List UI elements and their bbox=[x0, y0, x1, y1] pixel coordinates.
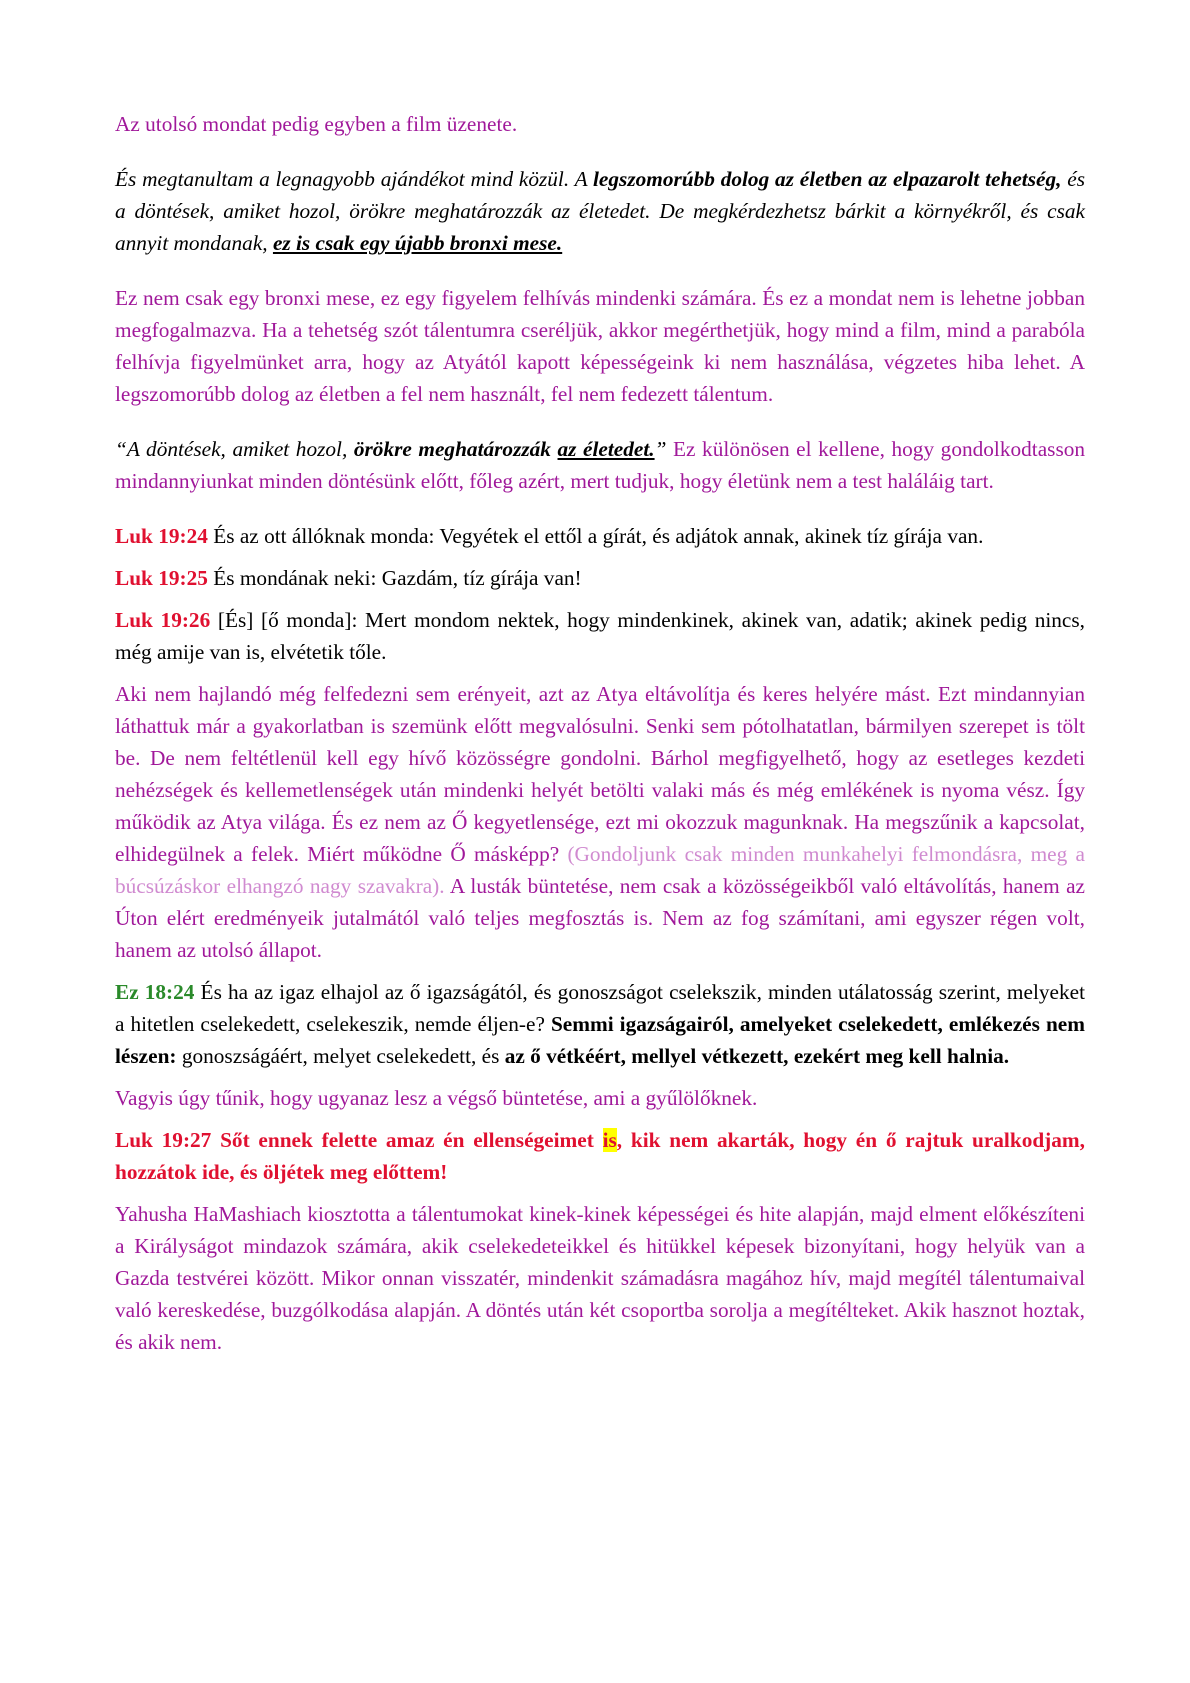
verse-ref: Ez 18:24 bbox=[115, 980, 195, 1004]
quote-bold-underlined: ez is csak egy újabb bronxi mese. bbox=[272, 231, 563, 255]
paragraph-final: Yahusha HaMashiach kiosztotta a tálentumokat kinek-kinek képességei és hite alapján, majd elment előkészíteni a Királyságot mindazok számára, akik cselekedeteikkel és hitükkel képesek bizonyítani, hogy helyük van a Gazda testvérei között. Mikor onnan visszatér, mindenkit számadásra magához hív, majd megítél tálentumaival való kereskedése, buzgólkodása alapján. A döntés után két csoportba sorolja a megítélteket. Akik hasznot hoztak, és akik nem. bbox=[115, 1202, 1085, 1354]
verse-text: [És] [ő monda]: Mert mondom nektek, hogy mindenkinek, akinek van, adatik; akinek pedig nincs, még amije van is, elvétetik tőle. bbox=[115, 608, 1085, 664]
highlighted-word: is bbox=[602, 1128, 617, 1152]
commentary-text: Aki nem hajlandó még felfedezni sem erényeit, azt az Atya eltávolítja és keres helyére mást. Ezt mindannyian láthattuk már a gyakorlatban is szemünk előtt megvalósulni. Senki sem pótolhatatlan, bármilyen szerepet is tölt be. De nem feltétlenül kell egy hívő közösségre gondolni. Bárhol megfigyelhető, hogy az esetleges kezdeti nehézségek és kellemetlenségek után mindenki helyét betölti valaki más és még emlékének is nyoma vész. Így működik az Atya világa. És ez nem az Ő kegyetlensége, ezt mi okozzuk magunknak. Ha megszűnik a kapcsolat, elhidegülnek a felek. Miért működne Ő másképp? bbox=[115, 682, 1085, 866]
paragraph-bronx: Ez nem csak egy bronxi mese, ez egy figyelem felhívás mindenki számára. És ez a mondat nem is lehetne jobban megfogalmazva. Ha a tehetség szót tálentumra cseréljük, akkor megérthetjük, hogy mind a film, mind a parabóla felhívja figyelmünket arra, hogy az Atyától kapott képességeink ki nem használása, végzetes hiba lehet. A legszomorúbb dolog az életben a fel nem használt, fel nem fedezett tálentum. bbox=[115, 286, 1085, 406]
verse-luk-19-25 bbox=[115, 562, 1085, 594]
verse-luk-19-26 bbox=[115, 604, 1085, 668]
document-page bbox=[115, 108, 1085, 1358]
verse-ref: Luk 19:26 bbox=[115, 608, 211, 632]
quote-text: És megtanultam a legnagyobb ajándékot mind közül. A bbox=[115, 167, 594, 191]
paragraph-commentary bbox=[115, 678, 1085, 966]
verse-bold: Semmi igazságairól, amelyeket cselekedett, emlékezés nem lészen: bbox=[115, 1012, 1085, 1068]
verse-text: Luk 19:27 Sőt ennek felette amaz én ellenségeimet bbox=[115, 1128, 603, 1152]
quote-paragraph bbox=[115, 163, 1085, 259]
verse-bold-2: az ő vétkéért, mellyel vétkezett, ezekért meg kell halnia. bbox=[504, 1044, 1010, 1068]
decisions-quote-end: ” bbox=[654, 437, 667, 461]
verse-luk-19-27 bbox=[115, 1124, 1085, 1188]
decisions-quote-underlined: az életedet. bbox=[557, 437, 655, 461]
decisions-quote-start: “A döntések, amiket hozol, bbox=[115, 437, 354, 461]
decisions-comment: Ez különösen el kellene, hogy gondolkodtasson mindannyiunkat minden döntésünk előtt, főleg azért, mert tudjuk, hogy életünk nem a test haláláig tart. bbox=[115, 437, 1086, 493]
verse-text: És mondának neki: Gazdám, tíz gírája van! bbox=[207, 566, 582, 590]
quote-text-2: és a döntések, amiket hozol, örökre meghatározzák az életedet. De megkérdezhetsz bárkit a környékről, és csak annyit mondanak, bbox=[115, 167, 1085, 255]
commentary-aside: (Gondoljunk csak minden munkahelyi felmondásra, meg a búcsúzáskor elhangzó nagy szavakra). bbox=[115, 842, 1085, 898]
verse-luk-19-24 bbox=[115, 520, 1085, 552]
decisions-quote bbox=[115, 437, 666, 461]
paragraph-decisions bbox=[115, 433, 1085, 497]
verse-ref: Luk 19:25 bbox=[115, 566, 208, 590]
verse-text: És ha az igaz elhajol az ő igazságától, és gonoszságot cselekszik, minden utálatosság szerint, melyeket a hitetlen cselekedett, cselekeszik, nemde éljen-e? bbox=[115, 980, 1085, 1036]
commentary-text-2: A lusták büntetése, nem csak a közösségeikből való eltávolítás, hanem az Úton elért eredményeik jutalmától való teljes megfosztás is. Nem az fog számítani, ami egyszer régen volt, hanem az utolsó állapot. bbox=[115, 874, 1085, 962]
decisions-quote-bold: örökre meghatározzák bbox=[353, 437, 558, 461]
verse-text: És az ott állóknak monda: Vegyétek el ettől a gírát, és adjátok annak, akinek tíz gírája van. bbox=[207, 524, 984, 548]
quote-bold: legszomorúbb dolog az életben az elpazarolt tehetség, bbox=[593, 167, 1062, 191]
verse-text-2: , kik nem akarták, hogy én ő rajtuk uralkodjam, hozzátok ide, és öljétek meg előttem! bbox=[115, 1128, 1085, 1184]
paragraph-intro: Az utolsó mondat pedig egyben a film üzenete. bbox=[115, 112, 518, 136]
paragraph-conclusion: Vagyis úgy tűnik, hogy ugyanaz lesz a végső büntetése, ami a gyűlölőknek. bbox=[115, 1086, 758, 1110]
verse-ez-18-24 bbox=[115, 976, 1085, 1072]
verse-ref: Luk 19:24 bbox=[115, 524, 208, 548]
verse-text-2: gonoszságáért, melyet cselekedett, és bbox=[176, 1044, 505, 1068]
